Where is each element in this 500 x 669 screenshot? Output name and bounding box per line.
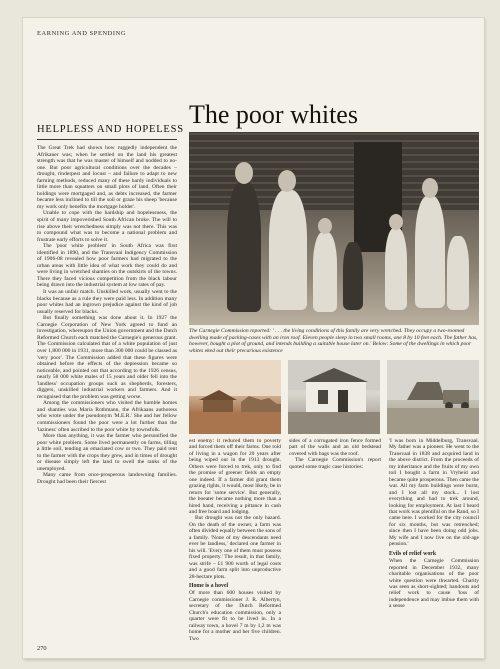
child-head xyxy=(318,218,332,234)
article-column-2 xyxy=(189,438,281,658)
paragraph: But drought was not the only hazard. On the death of the owner, a farm was often divided equally between the sons of a family. 'None of my descendants need ever be landless,' declared one farmer in his will. 'Every one of them must possess fixed property.' The result, in that family, was strife – £1 900 worth of legal costs and a good farm split into unproductive 28-hectare plots. xyxy=(189,515,281,580)
paragraph: 'I was born in Middelburg, Transvaal. My father was a pioneer. He went to the Transvaal in 1838 and acquired land in the above district. From the proceeds of my inheritance and the fruits of my own toil I bought a farm in Vryheid and became quite prosperous. Then came the war. All my farm buildings were burnt, and I lost all my stock... I lost everything and had to trek around, looking for employment. At last I heard that work was plentiful on the Rand, so I came here. I worked for the city council for six months, but was retrenched; since then I have been doing odd jobs. My wife and I now live on the old-age pension.' xyxy=(389,438,479,548)
paragraph: The 'poor white problem' in South Africa was first identified in 1890, and the Transvaal Indigency Commission of 1906-08 revealed how poor farmers had migrated to the urban areas with little idea of what work they could do and were living in wretched shanties on the outskirts of the towns. There they faced vicious competition from the black labour being drawn into the industrial system at low rates of pay. xyxy=(37,243,177,289)
cottage-photo xyxy=(288,360,380,434)
page-title: The poor whites xyxy=(189,100,358,129)
photo-caption: The Carnegie Commission reported: ' . . . the living conditions of this family are very wretched. They occupy a two-roomed dwelling made of packing-cases with an iron roof. Eleven people sleep in two small rooms, one 8 by 10 feet each. The father has, however, bought a plot of ground, and intends building a suitable house later on.' Below: Some of the dwellings in which poor whites eked out their precarious existence xyxy=(189,328,478,354)
ground xyxy=(387,408,479,434)
ground xyxy=(288,412,380,434)
paragraph: Of more than 600 houses visited by Carnegie commissioner J. R. Albertyn, secretary of the Dutch Reformed Church's education commission, only a quarter were fit to be lived in. In a railway town, a hovel 7 m by 1,2 m was home for a mother and her five children. Two xyxy=(189,590,281,642)
paragraph: It was an unfair match. Unskilled work, usually went to the blacks because as a rule they were paid less. In addition many poor whites had an ingrown prejudice against the kind of job usually reserved for blacks. xyxy=(37,289,177,315)
desert-shack-illustration xyxy=(189,360,281,434)
girl-figure xyxy=(415,196,445,308)
ground xyxy=(189,412,281,434)
girl-head xyxy=(422,178,438,198)
child-head xyxy=(389,214,403,230)
hills xyxy=(241,396,281,412)
cottage-wall xyxy=(306,382,366,412)
child-figure xyxy=(343,242,363,310)
paragraph: But finally something was done about it. In 1927 the Carnegie Corporation of New York agreed to fund an investigation, whereupon the Union government and the Dutch Reformed Church each matched the Carnegie's generous grant. The Commission calculated that of a white population of just over 1,800 000 in 1931, more than 300 000 could be classed as 'very poor'. The Commission added that these figures were obtained before the effects of the depression became so noticeable, and pointed out that according to the 1926 census, nearly 58 000 white males of 15 years and older fell into the 'landless' occupation groups such as shepherds, foresters, diggers, unskilled industrial workers and farmers. And it recognised that the problem was getting worse. xyxy=(37,315,177,400)
desert-shack-photo xyxy=(189,360,281,434)
article-column-3 xyxy=(289,438,381,658)
section-label: EARNING AND SPENDING xyxy=(37,30,127,37)
article-column-4 xyxy=(389,438,479,658)
column-heading: Home is a hovel xyxy=(189,582,229,589)
wagon-camp-photo xyxy=(387,360,479,434)
paragraph: est enemy: it reduced them to poverty and forced them off their farms. One told of living in a wagon for 20 years after being wiped out in the 1913 drought. Others were forced to trek, only to find the promise of greener fields an empty one indeed. If a farmer did grant them grazing rights, it would, most likely, be in return for 'some service'. But generally, the boeater became nothing more than a hired hand, receiving a pittance in cash and free board and lodging. xyxy=(189,438,281,515)
mother-head xyxy=(278,170,296,192)
paragraph: sides of a corrugated iron fence formed part of the walls and an old bedstead covered with bags was the roof. xyxy=(289,438,381,457)
child-figure xyxy=(385,228,407,310)
sky xyxy=(189,360,281,396)
page-number: 270 xyxy=(37,645,47,652)
wagon xyxy=(443,390,469,404)
cottage-door xyxy=(338,390,348,412)
cottage-window xyxy=(318,390,328,404)
mother-figure xyxy=(269,190,307,310)
wagon-camp-illustration xyxy=(387,360,479,434)
paragraph: More than anything, it was the farmer who personified the poor white problem. Some lived permanently on farms, tilling a little soil, tending an emaciated cow or two. They paid rent to the farmer with the crops they grew, and in times of drought or disease simply left the land to swell the ranks of the unemployed. xyxy=(37,433,177,472)
paragraph: Among the commissioners who visited the humble homes and shanties was Maria Rothmann, the Afrikaans authoress who wrote under the pseudonym 'M.E.R.' She and her fellow commissioners found the poor were a lot further than the 'laziness' often ascribed to the poor white by townsfolk. xyxy=(37,400,177,433)
paragraph: When the Carnegie Commission reported in December 1932, many charitable organisations of the poor white question were thwarted. Charity was seen as short-sighted; handouts and relief work to cause 'loss of independence and may imbue them with a sense xyxy=(389,558,479,610)
heading-rule xyxy=(37,139,177,140)
paragraph: The Great Trek had shown how ruggedly independent the Afrikaner was; when he settled on the land his greatest strength was that he was master of himself and nodded to no-one. But poor agricultural conditions over the decades – drought, rinderpest and locust – and failure to adapt to new farming methods, reduced many of these hardy individuals to little more than squatters on small plots of land. Often their holdings were mortgaged and, as debts increased, the farmer became less inclined to till the soil or graze his sheep 'because my work only benefits the mortgage holder'. xyxy=(37,145,177,210)
family-photo xyxy=(189,132,479,325)
father-figure xyxy=(227,182,261,312)
father-head xyxy=(235,162,253,184)
column-heading: Evils of relief work xyxy=(389,550,437,557)
child-figure xyxy=(313,232,337,312)
paragraph: Unable to cope with the hardship and hopelessness, the spirit of many impoverished South African broke. The will to rise above their wretchedness simply was not there. This was to compound what was to become a national problem and frustrate early efforts to solve it. xyxy=(37,210,177,243)
cottage-illustration xyxy=(288,360,380,434)
subheading: HELPLESS AND HOPELESS xyxy=(37,124,184,135)
article-column-1 xyxy=(37,145,177,645)
paragraph: Many came from once-prosperous landowning families. Drought had been their fiercest xyxy=(37,472,177,485)
shack-wall xyxy=(203,400,233,412)
child-figure xyxy=(447,236,469,310)
paragraph: The Carnegie Commission's report quoted some tragic case histories: xyxy=(289,457,381,470)
magazine-page xyxy=(23,18,484,658)
